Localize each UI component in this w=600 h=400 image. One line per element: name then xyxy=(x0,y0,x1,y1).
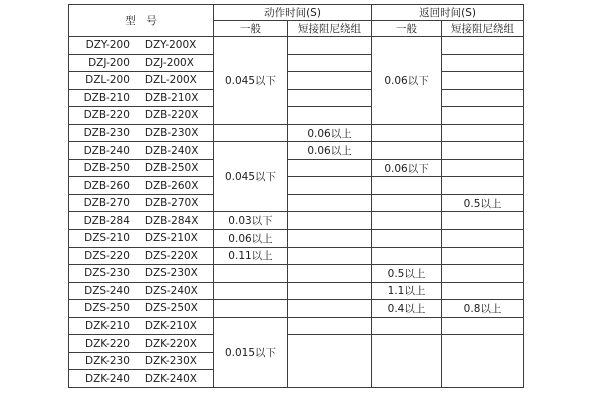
value-cell xyxy=(442,124,524,142)
model-name: DZS-220X xyxy=(144,249,198,262)
model-name: DZS-250 xyxy=(84,302,130,315)
value-cell xyxy=(442,72,524,90)
model-cell xyxy=(69,124,214,142)
table-row xyxy=(69,282,524,300)
value-cell xyxy=(288,317,372,335)
model-name: DZB-284X xyxy=(144,214,199,227)
table-header xyxy=(69,5,524,37)
model-cell xyxy=(69,317,214,335)
table-row xyxy=(69,247,524,265)
value-cell: 0.045以下 xyxy=(214,37,288,125)
header-action-time: 动作时间(S) xyxy=(214,5,372,21)
model-cell xyxy=(69,177,214,195)
model-name: DZK-240X xyxy=(144,372,197,385)
table-row xyxy=(69,317,524,335)
value-cell xyxy=(288,300,372,318)
value-cell xyxy=(288,230,372,248)
header-row-1 xyxy=(69,5,524,21)
value-cell xyxy=(288,54,372,72)
table-row xyxy=(69,72,524,90)
model-name: DZB-260X xyxy=(144,179,199,192)
value-cell xyxy=(288,37,372,55)
table-row xyxy=(69,124,524,142)
model-name: DZB-250 xyxy=(83,162,130,175)
value-cell xyxy=(372,177,442,195)
model-cell xyxy=(69,265,214,283)
value-cell xyxy=(288,194,372,212)
value-cell xyxy=(442,107,524,125)
value-cell xyxy=(288,247,372,265)
model-name: DZK-210 xyxy=(85,320,130,333)
model-name: DZY-200 xyxy=(85,39,130,52)
header-action-damped: 短接阻尼绕组 xyxy=(288,21,372,37)
model-name: DZK-220 xyxy=(85,337,130,350)
value-cell: 0.5以上 xyxy=(372,265,442,283)
value-cell xyxy=(288,89,372,107)
value-cell: 0.06以上 xyxy=(288,142,372,160)
model-cell xyxy=(69,335,214,353)
model-cell xyxy=(69,142,214,160)
value-cell xyxy=(442,142,524,160)
model-name: DZS-240X xyxy=(144,284,198,297)
model-name: DZB-220X xyxy=(144,109,199,122)
table-row xyxy=(69,335,524,353)
value-cell xyxy=(372,142,442,160)
value-cell xyxy=(288,177,372,195)
value-cell xyxy=(214,300,288,318)
model-name: DZY-200X xyxy=(144,39,197,52)
value-cell xyxy=(288,107,372,125)
model-name: DZB-230X xyxy=(144,127,199,139)
value-cell xyxy=(442,212,524,230)
value-cell xyxy=(372,212,442,230)
model-name: DZK-210X xyxy=(144,320,197,333)
value-cell: 0.06以上 xyxy=(288,124,372,142)
value-cell xyxy=(214,124,288,142)
value-cell xyxy=(442,159,524,177)
value-cell xyxy=(288,159,372,177)
model-name: DZS-250X xyxy=(144,302,198,315)
value-cell: 0.06以上 xyxy=(214,230,288,248)
model-name: DZB-260 xyxy=(83,179,130,192)
table-row xyxy=(69,142,524,160)
value-cell: 0.015以下 xyxy=(214,317,288,387)
model-cell xyxy=(69,370,214,388)
value-cell xyxy=(442,247,524,265)
table-row xyxy=(69,107,524,125)
table-row xyxy=(69,212,524,230)
model-name: DZJ-200 xyxy=(88,56,130,69)
header-return-time: 返回时间(S) xyxy=(372,5,524,21)
model-cell xyxy=(69,282,214,300)
model-name: DZB-220 xyxy=(83,109,130,122)
model-cell xyxy=(69,89,214,107)
value-cell xyxy=(214,282,288,300)
value-cell: 1.1以上 xyxy=(372,282,442,300)
value-cell xyxy=(372,230,442,248)
model-name: DZL-200 xyxy=(85,74,130,87)
value-cell xyxy=(288,282,372,300)
model-name: DZB-270 xyxy=(83,197,130,210)
header-action-general: 一般 xyxy=(214,21,288,37)
model-name: DZS-220 xyxy=(84,249,130,262)
model-name: DZB-250X xyxy=(144,162,199,175)
model-name: DZS-230X xyxy=(144,267,198,280)
value-cell xyxy=(288,72,372,90)
value-cell xyxy=(372,194,442,212)
model-name: DZB-284 xyxy=(83,214,130,227)
table-row xyxy=(69,300,524,318)
model-cell xyxy=(69,352,214,370)
value-cell xyxy=(288,335,372,388)
value-cell xyxy=(442,54,524,72)
model-name: DZK-220X xyxy=(144,337,197,350)
value-cell xyxy=(442,177,524,195)
model-cell xyxy=(69,212,214,230)
table-row xyxy=(69,265,524,283)
model-name: DZB-240 xyxy=(83,144,130,157)
value-cell xyxy=(372,335,442,388)
value-cell xyxy=(442,37,524,55)
table-row xyxy=(69,54,524,72)
value-cell xyxy=(288,212,372,230)
value-cell xyxy=(442,282,524,300)
header-return-general: 一般 xyxy=(372,21,442,37)
value-cell: 0.06以下 xyxy=(372,159,442,177)
value-cell xyxy=(372,124,442,142)
value-cell xyxy=(442,265,524,283)
model-name: DZK-230 xyxy=(85,355,130,368)
table-row xyxy=(69,177,524,195)
header-return-damped: 短接阻尼绕组 xyxy=(442,21,524,37)
table-body xyxy=(69,37,524,388)
model-cell xyxy=(69,230,214,248)
model-name: DZB-230 xyxy=(83,127,130,139)
model-name: DZS-230 xyxy=(84,267,130,280)
model-name: DZS-240 xyxy=(84,284,130,297)
model-name: DZS-210 xyxy=(84,232,130,245)
table-row xyxy=(69,37,524,55)
header-model: 型 号 xyxy=(69,5,214,37)
model-cell xyxy=(69,37,214,55)
model-name: DZK-230X xyxy=(144,355,197,368)
model-cell xyxy=(69,107,214,125)
value-cell xyxy=(288,265,372,283)
value-cell xyxy=(372,247,442,265)
table-row xyxy=(69,89,524,107)
value-cell xyxy=(442,317,524,335)
model-name: DZB-240X xyxy=(144,144,199,157)
value-cell: 0.06以下 xyxy=(372,37,442,125)
model-cell xyxy=(69,54,214,72)
value-cell: 0.8以上 xyxy=(442,300,524,318)
value-cell: 0.4以上 xyxy=(372,300,442,318)
value-cell xyxy=(442,335,524,388)
table-row xyxy=(69,159,524,177)
table-row xyxy=(69,230,524,248)
model-cell xyxy=(69,247,214,265)
table-row xyxy=(69,194,524,212)
value-cell: 0.045以下 xyxy=(214,142,288,212)
relay-timing-table xyxy=(68,4,524,388)
value-cell: 0.03以下 xyxy=(214,212,288,230)
value-cell xyxy=(372,317,442,335)
value-cell: 0.11以上 xyxy=(214,247,288,265)
model-name: DZL-200X xyxy=(144,74,197,87)
model-cell xyxy=(69,72,214,90)
model-cell xyxy=(69,159,214,177)
model-cell xyxy=(69,194,214,212)
value-cell xyxy=(442,230,524,248)
model-cell xyxy=(69,300,214,318)
model-name: DZK-240 xyxy=(85,372,130,385)
value-cell xyxy=(214,265,288,283)
model-name: DZS-210X xyxy=(144,232,198,245)
value-cell xyxy=(442,89,524,107)
model-name: DZB-210X xyxy=(144,91,199,104)
value-cell: 0.5以上 xyxy=(442,194,524,212)
model-name: DZJ-200X xyxy=(144,56,194,69)
model-name: DZB-210 xyxy=(83,91,130,104)
model-name: DZB-270X xyxy=(144,197,199,210)
